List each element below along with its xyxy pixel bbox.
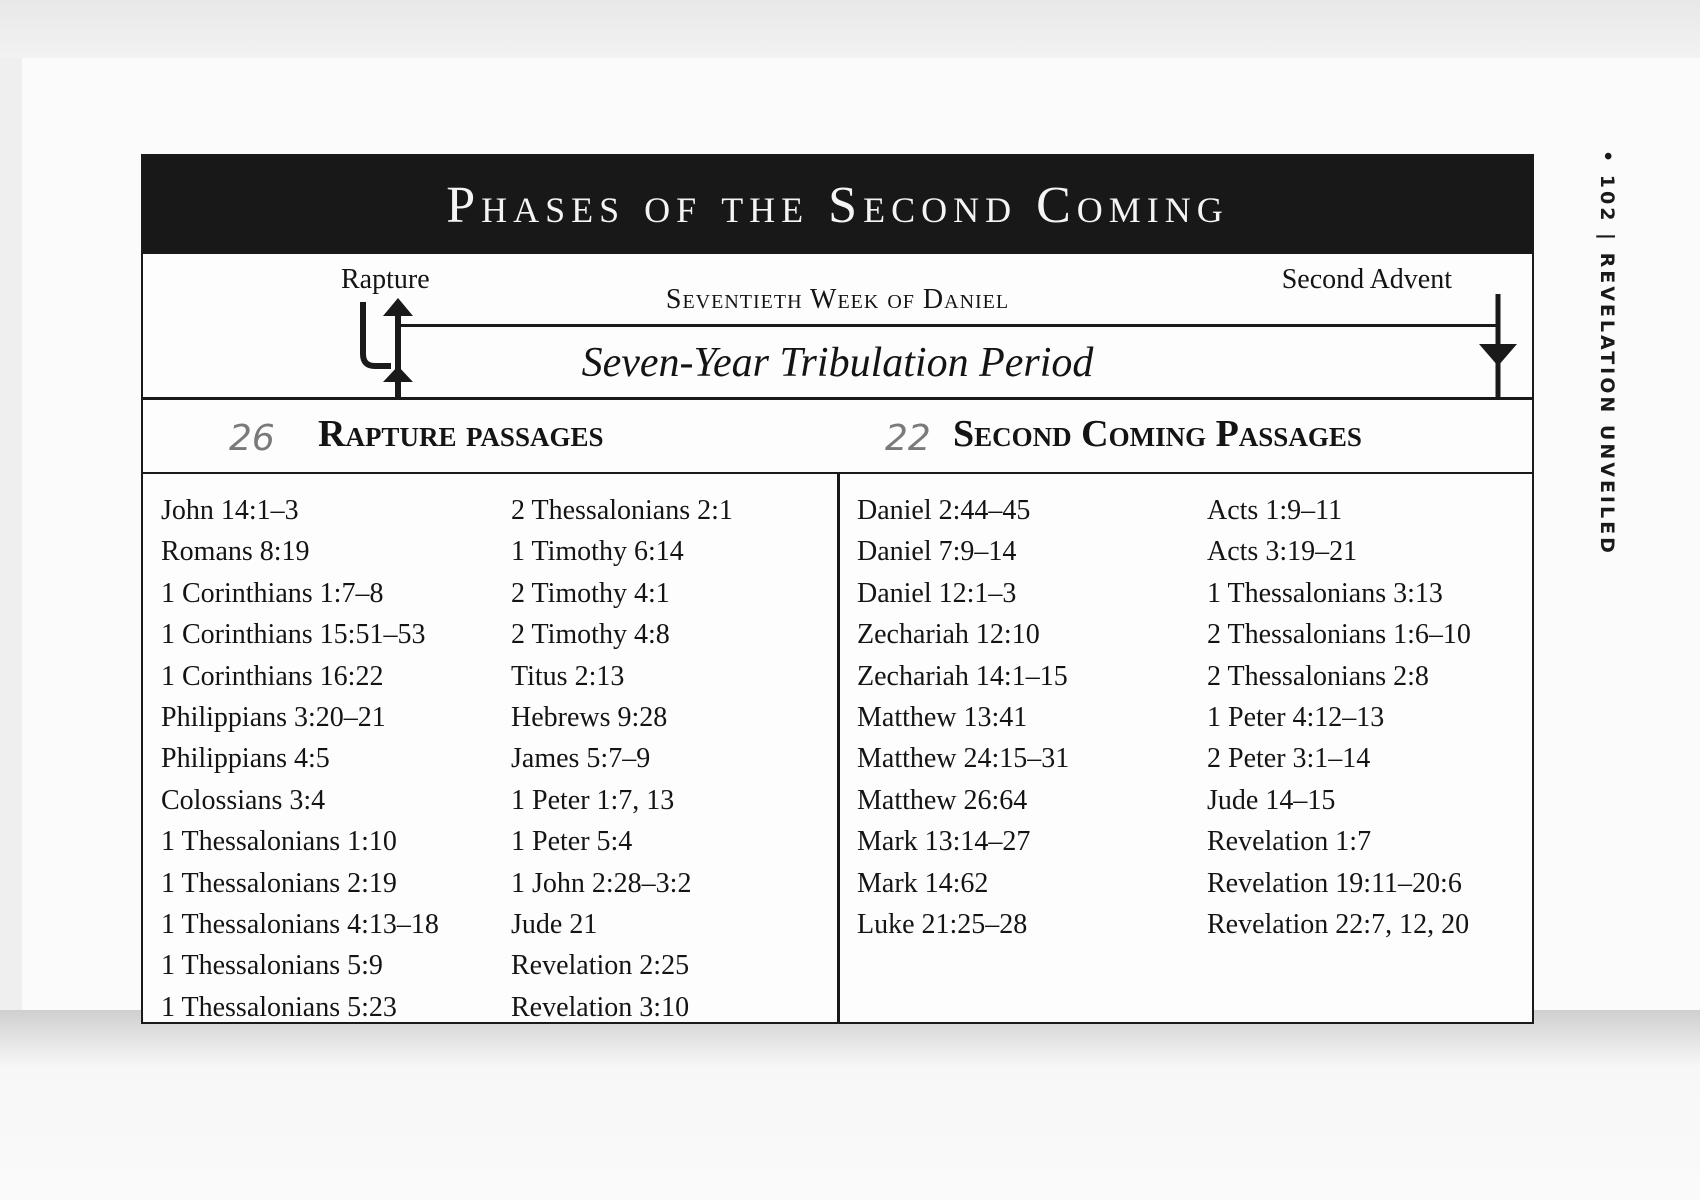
passage-item: 1 Corinthians 1:7–8 [161,577,384,609]
passage-item: Revelation 2:25 [511,950,690,982]
passage-item: 1 Corinthians 16:22 [161,660,384,692]
passage-item: 2 Thessalonians 2:1 [511,495,733,526]
passage-item: Zechariah 12:10 [857,619,1040,651]
passage-item: 2 Timothy 4:8 [511,619,670,651]
chart-frame [141,154,1534,1024]
passage-item: 1 Thessalonians 2:19 [161,867,397,899]
second-coming-heading: Second Coming Passages [953,413,1362,455]
passage-item: Colossians 3:4 [161,784,326,816]
second-coming-passages-col2 [1207,490,1471,945]
passage-item: Jude 14–15 [1207,784,1336,816]
rapture-handwritten-count: 26 [229,418,275,459]
passage-item: 1 Thessalonians 5:9 [161,950,383,982]
passage-item: Titus 2:13 [511,660,625,692]
passage-item: Matthew 13:41 [857,701,1028,733]
timeline-arrows [143,254,1536,400]
passage-item: James 5:7–9 [511,743,651,775]
second-coming-handwritten-count: 22 [885,418,931,459]
scan-top-edge [0,0,1700,58]
passage-item: Acts 1:9–11 [1207,495,1343,526]
passage-item: 1 Peter 4:12–13 [1207,701,1385,733]
second-advent-label: Second Advent [1281,264,1452,295]
passage-item: Matthew 26:64 [857,784,1028,816]
passage-item: 2 Timothy 4:1 [511,577,670,609]
passage-item: Daniel 7:9–14 [857,536,1017,568]
tribulation-label: Seven-Year Tribulation Period [581,340,1094,386]
passage-item: Revelation 19:11–20:6 [1207,867,1462,899]
passage-item: 1 Timothy 6:14 [511,536,684,568]
page-number-running-head: • 102 | REVELATION UNVEILED [1596,150,1618,556]
passage-item: Philippians 4:5 [161,743,330,775]
passage-item: 1 Peter 1:7, 13 [511,784,675,816]
passage-item: 1 Thessalonians 4:13–18 [161,908,439,940]
passage-item: 1 John 2:28–3:2 [511,867,692,899]
passage-item: Mark 14:62 [857,867,989,899]
passage-item: Acts 3:19–21 [1207,536,1358,568]
page-title: Phases of the Second Coming [446,176,1229,234]
passage-item: 1 Thessalonians 3:13 [1207,577,1443,609]
passage-item: Revelation 3:10 [511,991,690,1023]
passage-item: Romans 8:19 [161,536,310,568]
passage-item: Luke 21:25–28 [857,908,1028,940]
rapture-passages-col2 [511,490,733,1028]
timeline-diagram [143,254,1532,400]
passage-item: John 14:1–3 [161,495,299,526]
second-coming-passages-col1 [857,490,1069,945]
title-bar [143,156,1532,254]
passage-item: Daniel 2:44–45 [857,495,1031,526]
passage-item: Mark 13:14–27 [857,826,1031,858]
rapture-label: Rapture [341,264,430,295]
rapture-passages-col1 [161,490,439,1028]
passage-item: 2 Thessalonians 1:6–10 [1207,619,1471,651]
rapture-heading: Rapture passages [318,413,604,455]
scan-shadow [0,1010,1700,1200]
passage-item: 1 Peter 5:4 [511,826,633,858]
passage-item: 1 Corinthians 15:51–53 [161,619,426,651]
passage-item: Zechariah 14:1–15 [857,660,1068,692]
second-advent-arrow-icon [1479,294,1517,400]
passage-item: Revelation 1:7 [1207,826,1372,858]
page-margin-text [1588,150,1618,556]
column-divider [837,474,840,1024]
passage-item: Matthew 24:15–31 [857,743,1070,775]
passage-item: Revelation 22:7, 12, 20 [1207,908,1470,940]
seventieth-week-label: Seventieth Week of Daniel [665,284,1010,315]
rapture-arrow-icon [363,298,413,400]
passage-item: Philippians 3:20–21 [161,701,386,733]
passage-item: 1 Thessalonians 1:10 [161,826,397,858]
passage-item: Hebrews 9:28 [511,701,668,733]
passage-item: 2 Thessalonians 2:8 [1207,660,1429,692]
passage-item: Jude 21 [511,908,598,940]
passage-item: 1 Thessalonians 5:23 [161,991,397,1023]
section-headers [143,400,1532,474]
passage-item: 2 Peter 3:1–14 [1207,743,1371,775]
passage-item: Daniel 12:1–3 [857,577,1017,609]
